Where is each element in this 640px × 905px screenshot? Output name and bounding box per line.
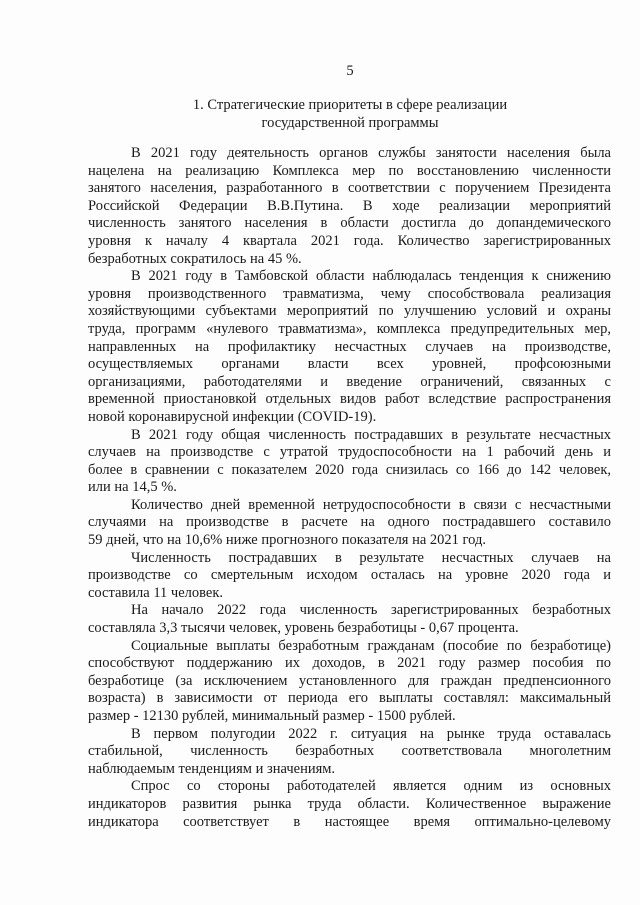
paragraph-line: более в сравнении с показателем 2020 года снизилась со 166 до 142 человек, [88, 461, 611, 478]
paragraph-line: В первом полугодии 2022 г. ситуация на рынке труда оставалась [131, 725, 611, 742]
paragraph-line: производстве со смертельным исходом осталась на уровне 2020 года и [88, 567, 611, 584]
paragraph-line: размер - 12130 рублей, минимальный размер - 1500 рублей. [88, 708, 456, 724]
paragraph-line: На начало 2022 года численность зарегистрированных безработных [131, 602, 611, 619]
paragraph-line: Численность пострадавших в результате несчастных случаев на [131, 549, 611, 566]
paragraph-line: В 2021 году в Тамбовской области наблюдалась тенденция к снижению [131, 268, 611, 285]
paragraph-line: осуществляемых органами власти всех уровней, профсоюзными [88, 356, 611, 373]
paragraph [88, 638, 611, 726]
paragraph-line: или на 14,5 %. [88, 479, 177, 496]
paragraph-line: безработных сократилось на 45 %. [88, 250, 302, 267]
paragraph [88, 268, 611, 426]
paragraph-line: численность занятого населения в области достигла до допандемического [88, 215, 611, 232]
section-heading-line-1: 1. Стратегические приоритеты в сфере реализации [192, 97, 508, 113]
paragraph-line: индикатора соответствует в настоящее время оптимально-целевому [88, 813, 611, 830]
paragraph-line: хозяйствующими субъектами мероприятий по улучшению условий и охраны [88, 303, 611, 320]
paragraph-line: безработице (за исключением установленного для граждан предпенсионного [88, 672, 611, 689]
paragraph-line: нацелена на реализацию Комплекса мер по восстановлению численности [88, 162, 611, 179]
paragraph [88, 602, 611, 637]
paragraph-line: новой коронавирусной инфекции (COVID-19). [88, 408, 377, 425]
paragraph-line: уровня к началу 4 квартала 2021 года. Количество зарегистрированных [88, 232, 611, 249]
section-heading-line-2: государственной программы [261, 115, 439, 131]
paragraph-line: Социальные выплаты безработным гражданам (пособие по безработице) [131, 637, 611, 654]
paragraph-line: Количество дней временной нетрудоспособности в связи с несчастными [131, 496, 611, 513]
paragraph-line: случаев на производстве с утратой трудоспособности на 1 рабочий день и [88, 444, 611, 461]
paragraph-line: случаями на производстве в расчете на одного пострадавшего составило [88, 514, 611, 531]
paragraph-line: организациями, работодателями и введение ограничений, связанных с [88, 373, 611, 390]
paragraph-line: 59 дней, что на 10,6% ниже прогнозного показателя на 2021 год. [88, 532, 486, 549]
paragraph [88, 726, 611, 779]
paragraph [88, 145, 611, 268]
paragraph [88, 778, 611, 831]
paragraph-line: стабильной, численность безработных соответствовала многолетним [88, 743, 611, 760]
page-number: 5 [346, 63, 354, 79]
paragraph-line: труда, программ «нулевого травматизма», комплекса предупредительных мер, [88, 320, 611, 337]
paragraph-line: временной приостановкой отдельных видов работ вследствие распространения [88, 391, 611, 408]
paragraph-line: наблюдаемым тенденциям и значениям. [88, 760, 336, 777]
paragraph-line: В 2021 году общая численность пострадавших в результате несчастных [131, 426, 611, 443]
paragraph-line: составила 11 человек. [88, 584, 224, 601]
paragraph-line: занятого населения, разработанного в соответствии с поручением Президента [88, 180, 611, 197]
paragraph-line: Российской Федерации В.В.Путина. В ходе реализации мероприятий [88, 197, 611, 214]
section-heading [80, 96, 620, 132]
paragraph-line: способствуют поддержанию их доходов, в 2021 году размер пособия по [88, 655, 611, 672]
body-text [88, 145, 611, 831]
paragraph [88, 550, 611, 603]
paragraph-line: индикаторов развития рынка труда области. Количественное выражение [88, 795, 611, 812]
paragraph-line: В 2021 году деятельность органов службы занятости населения была [131, 145, 611, 161]
paragraph-line: направленных на профилактику несчастных случаев на производстве, [88, 338, 611, 355]
paragraph-line: возраста) в зависимости от периода его выплаты составлял: максимальный [88, 690, 611, 707]
paragraph-line: Спрос со стороны работодателей является одним из основных [131, 778, 611, 795]
paragraph-line: составляла 3,3 тысячи человек, уровень безработицы - 0,67 процента. [88, 620, 519, 637]
paragraph-line: уровня производственного травматизма, чему способствовала реализация [88, 285, 611, 302]
paragraph [88, 497, 611, 550]
paragraph [88, 427, 611, 497]
